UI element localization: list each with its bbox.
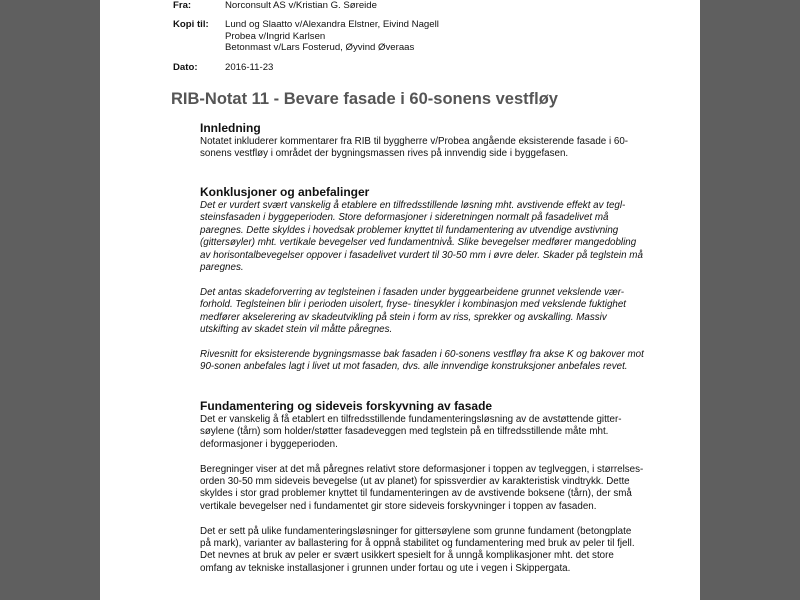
conclusions-section xyxy=(200,185,670,374)
document-page xyxy=(100,0,700,600)
document-title: RIB-Notat 11 - Bevare fasade i 60-sonens vestfløy xyxy=(171,90,558,108)
date-label: Dato: xyxy=(173,62,198,73)
paragraph: Notatet inkluderer kommentarer fra RIB til byggherre v/Probea angående eksisterende fasade i 60- sonens vestfløy i området der bygningsmassen rives på innvendig side i byggefasen. xyxy=(200,136,629,160)
from-value: Norconsult AS v/Kristian G. Søreide xyxy=(225,0,377,11)
copy-recipient: Probea v/Ingrid Karlsen xyxy=(225,30,326,42)
paragraph: Rivesnitt for eksisterende bygningsmasse bak fasaden i 60-sonens vestfløy fra akse K og bakover mot 90-sonen anbefales lagt i livet ut mot fasaden, dvs. alle innvendige konstruksjoner anbefales revet. xyxy=(200,348,644,373)
paragraph: Beregninger viser at det må påregnes relativt store deformasjoner i toppen av teglveggen, i størrelses- orden 30-50 mm sideveis bevegelse (ut av planet) for spissverdier av karakteristisk vindtrykk. Dette skyldes i stor grad problemer knyttet til fundamenteringen av de avstivende boksene (tårn), der små vertikale bevegelser ned i fundamentet gir store sideveis forskyvninger i toppen av fasaden. xyxy=(200,463,644,512)
intro-section xyxy=(200,121,670,161)
paragraph: Det er sett på ulike fundamenteringsløsninger for gittersøylene som grunne fundament (betongplate på mark), varianter av ballastering for å oppnå stabilitet og fundamentering med bruk av peler til fjell. Det nevnes at bruk av peler er svært usikkert spesielt for å unngå komplikasjoner mht. det store omfang av tekniske installasjoner i grunnen under fortau og ute i vegen i Skippergata. xyxy=(200,525,635,574)
from-label: Fra: xyxy=(173,0,192,11)
section-heading: Konklusjoner og anbefalinger xyxy=(200,185,370,199)
copy-recipient: Lund og Slaatto v/Alexandra Elstner, Eivind Nagell xyxy=(225,19,439,30)
copy-recipient: Betonmast v/Lars Fosterud, Øyvind Øveraas xyxy=(225,42,415,54)
date-value: 2016-11-23 xyxy=(225,62,274,73)
section-heading: Innledning xyxy=(200,121,261,135)
paragraph: Det er vurdert svært vanskelig å etablere en tilfredsstillende løsning mht. avstivende effekt av tegl- steinsfasaden i byggeperioden. Store deformasjoner i sideretningen normalt på fasadelivet må paregnes. Dette skyldes i hovedsak problemer knyttet til fundamentering av utvendige avstivning (gittersøyler) mht. vertikale bevegelser ved fundamentnivå. Slike bevegelser medfører mangedobling av horisontalbevegelser oppover i fasadelivet vurdert til 30-50 mm i øvre deler. Skader på teglstein må paregnes. xyxy=(200,200,643,274)
copy-recipients xyxy=(225,19,439,54)
paragraph: Det er vanskelig å få etablert en tilfredsstillende fundamenteringsløsning av de avstøttende gitter- søylene (tårn) som holder/støtter fasadeveggen med teglstein på en tilfredsstillende måte mht. deformasjoner i byggeperioden. xyxy=(200,414,622,450)
paragraph: Det antas skadeforverring av teglsteinen i fasaden under byggearbeidene grunnet vekslende vær- forhold. Teglsteinen blir i perioden uisolert, fryse- tinesykler i kombinasjon med vekslende fuktighet medfører akselerering av skadeutvikling på stein i form av riss, sprekker og avskalling. Massiv utskifting av skadet stein vil måtte påregnes. xyxy=(200,286,627,336)
foundation-section xyxy=(200,399,670,575)
section-heading: Fundamentering og sideveis forskyvning av fasade xyxy=(200,399,493,413)
copy-label: Kopi til: xyxy=(173,19,209,30)
